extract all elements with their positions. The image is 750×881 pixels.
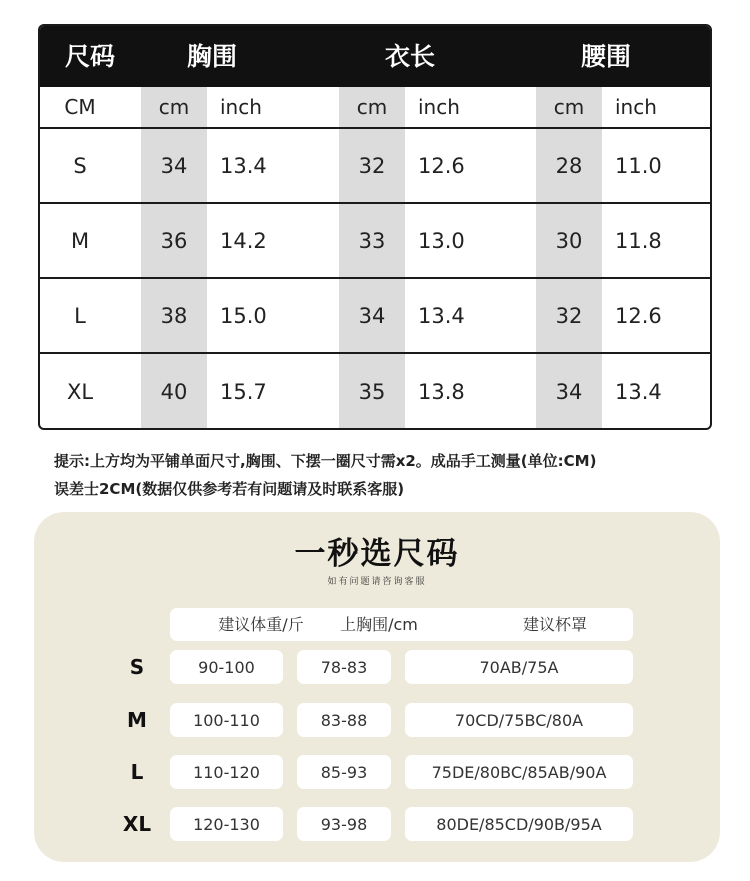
quick-size-header: [170, 608, 633, 641]
waist-cm: 34: [555, 380, 583, 404]
waist-inch: 13.4: [615, 380, 662, 404]
chest-inch: 13.4: [220, 153, 267, 178]
quick-size-label: M: [127, 708, 147, 732]
cup-cell: 80DE/85CD/90B/95A: [405, 807, 633, 841]
quick-size-label: S: [129, 655, 145, 679]
chest-inch: 15.0: [220, 303, 267, 328]
header-length: 衣长: [384, 42, 436, 71]
row-size: S: [73, 153, 87, 178]
cup-cell: 70AB/75A: [405, 650, 633, 684]
weight-cell: 120-130: [170, 807, 283, 841]
chest-inch: 15.7: [220, 380, 267, 404]
chest-cm: 34: [160, 153, 188, 178]
bust-cell: 83-88: [297, 703, 391, 737]
table-row: [40, 129, 710, 204]
header-chest: 胸围: [186, 42, 238, 71]
bust-cell: 85-93: [297, 755, 391, 789]
length-inch: 13.8: [418, 380, 465, 404]
chest-cm: 36: [160, 228, 188, 253]
cup-cell: 70CD/75BC/80A: [405, 703, 633, 737]
note-line-2: 误差士2CM(数据仅供参考若有问题请及时联系客服): [54, 480, 405, 498]
chest-unit-cm: cm: [158, 95, 190, 119]
length-cm: 32: [358, 153, 386, 178]
length-unit-cm: cm: [356, 95, 388, 119]
waist-unit-inch: inch: [615, 95, 657, 119]
header-waist: 腰围: [580, 42, 632, 71]
quick-size-panel: [34, 512, 720, 862]
waist-cm: 28: [555, 153, 583, 178]
length-inch: 13.0: [418, 228, 465, 253]
length-cm: 35: [358, 380, 386, 404]
length-cm: 33: [358, 228, 386, 253]
table-row: [40, 204, 710, 279]
waist-inch: 11.8: [615, 228, 662, 253]
bust-cell: 78-83: [297, 650, 391, 684]
header-bust: 上胸围/cm: [340, 615, 418, 634]
header-cup: 建议杯罩: [522, 615, 588, 634]
note-line-1: 提示:上方均为平铺单面尺寸,胸围、下摆一圈尺寸需x2。成品手工测量(单位:CM): [54, 452, 597, 470]
weight-cell: 100-110: [170, 703, 283, 737]
size-table-header: [40, 26, 710, 87]
waist-inch: 12.6: [615, 303, 662, 328]
chest-inch: 14.2: [220, 228, 267, 253]
waist-cm: 30: [555, 228, 583, 253]
waist-inch: 11.0: [615, 153, 662, 178]
header-size: 尺码: [64, 42, 116, 71]
length-unit-inch: inch: [418, 95, 460, 119]
waist-cm: 32: [555, 303, 583, 328]
chest-cm: 40: [160, 380, 188, 404]
waist-unit-cm: cm: [553, 95, 585, 119]
table-row: [40, 354, 710, 430]
length-inch: 12.6: [418, 153, 465, 178]
measurement-note: [54, 447, 734, 503]
row-size: L: [74, 303, 86, 328]
unit-row: [40, 87, 710, 129]
length-cm: 34: [358, 303, 386, 328]
row-size: XL: [66, 380, 94, 404]
quick-size-label: XL: [122, 812, 152, 836]
unit-label: CM: [64, 95, 96, 119]
table-row: [40, 279, 710, 354]
bust-cell: 93-98: [297, 807, 391, 841]
header-weight: 建议体重/斤: [218, 615, 304, 634]
cup-cell: 75DE/80BC/85AB/90A: [405, 755, 633, 789]
weight-cell: 110-120: [170, 755, 283, 789]
panel-subtitle: 如有问题请咨询客服: [327, 577, 427, 587]
size-table: [38, 24, 712, 430]
panel-title: 一秒选尺码: [294, 536, 460, 572]
quick-size-label: L: [130, 760, 144, 784]
weight-cell: 90-100: [170, 650, 283, 684]
chest-unit-inch: inch: [220, 95, 262, 119]
length-inch: 13.4: [418, 303, 465, 328]
chest-cm: 38: [160, 303, 188, 328]
row-size: M: [70, 228, 90, 253]
